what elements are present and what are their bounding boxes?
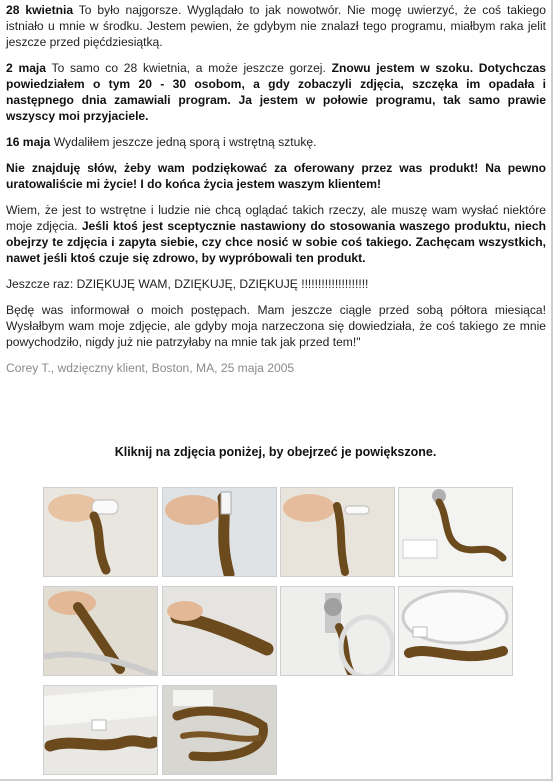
photo-2-image (163, 488, 276, 576)
photo-1-image (44, 488, 157, 576)
progress-paragraph: Będę was informował o moich postępach. Mam jeszcze ciągle przed sobą półtora miesiąca! Wysłałbym wam moje zdjęcie, ale gdyby moja narzeczona się dowiedziała, że coś takiego ze mnie powychodziło, nigdy już nie patrzyłaby na mnie tak jak przed tem!" (6, 303, 546, 349)
photo-thumbnail-7[interactable] (280, 586, 395, 676)
testimonial-text (6, 2, 546, 386)
photo-thumbnail-4[interactable] (398, 487, 513, 577)
photo-4-image (399, 488, 512, 576)
photo-10-image (163, 686, 276, 774)
entry-16-may: 16 maja Wydaliłem jeszcze jedną sporą i wstrętną sztukę. (6, 135, 317, 149)
gallery-caption: Kliknij na zdjęcia poniżej, by obejrzeć je powiększone. (114, 445, 437, 459)
thanks-again: Jeszcze raz: DZIĘKUJĘ WAM, DZIĘKUJĘ, DZIĘKUJĘ !!!!!!!!!!!!!!!!!!!! (6, 277, 369, 291)
signature: Corey T., wdzięczny klient, Boston, MA, 25 maja 2005 (6, 361, 295, 375)
photo-thumbnail-9[interactable] (43, 685, 158, 775)
photo-thumbnail-2[interactable] (162, 487, 277, 577)
photo-5-image (44, 587, 157, 675)
photo-7-image (281, 587, 394, 675)
photo-9-image (44, 686, 157, 774)
photo-thumbnail-10[interactable] (162, 685, 277, 775)
photo-thumbnail-8[interactable] (398, 586, 513, 676)
photo-thumbnail-1[interactable] (43, 487, 158, 577)
photo-6-image (163, 587, 276, 675)
photo-thumbnail-6[interactable] (162, 586, 277, 676)
entry-2-may: 2 maja To samo co 28 kwietnia, a może jeszcze gorzej. Znowu jestem w szoku. Dotychczas powiedziałem o tym 20 - 30 osobom, a gdy zobaczyli zdjęcia, szczęka im opadała i następnego dnia zamawiali program. Ja jestem w połowie programu, tak samo prawie wszyscy moi przyjaciele. (6, 61, 546, 123)
photos-paragraph: Wiem, że jest to wstrętne i ludzie nie chcą oglądać takich rzeczy, ale muszę wam wysłać niektóre moje zdjęcia. Jeśli ktoś jest sceptycznie nastawiony do stosowania waszego produktu, niech obejrzy te zdjęcia i zapyta siebie, czy chce nosić w sobie coś takiego. Zachęcam wszystkich, nawet jeśli ktoś czuje się zdrowo, by wypróbowali ten produkt. (6, 203, 546, 265)
thanks-paragraph: Nie znajduję słów, żeby wam podziękować za oferowany przez was produkt! Na pewno uratowaliście mi życie! I do końca życia jestem waszym klientem! (6, 161, 546, 191)
photo-3-image (281, 488, 394, 576)
entry-28-april: 28 kwietnia To było najgorsze. Wyglądało to jak nowotwór. Nie mogę uwierzyć, że coś takiego istniało u mnie w środku. Jestem pewien, że gdybym nie znalazł tego programu, miałbym raka jelit jeszcze przed pięćdziesiątką. (6, 3, 546, 49)
photo-thumbnail-5[interactable] (43, 586, 158, 676)
photo-thumbnail-3[interactable] (280, 487, 395, 577)
photo-8-image (399, 587, 512, 675)
